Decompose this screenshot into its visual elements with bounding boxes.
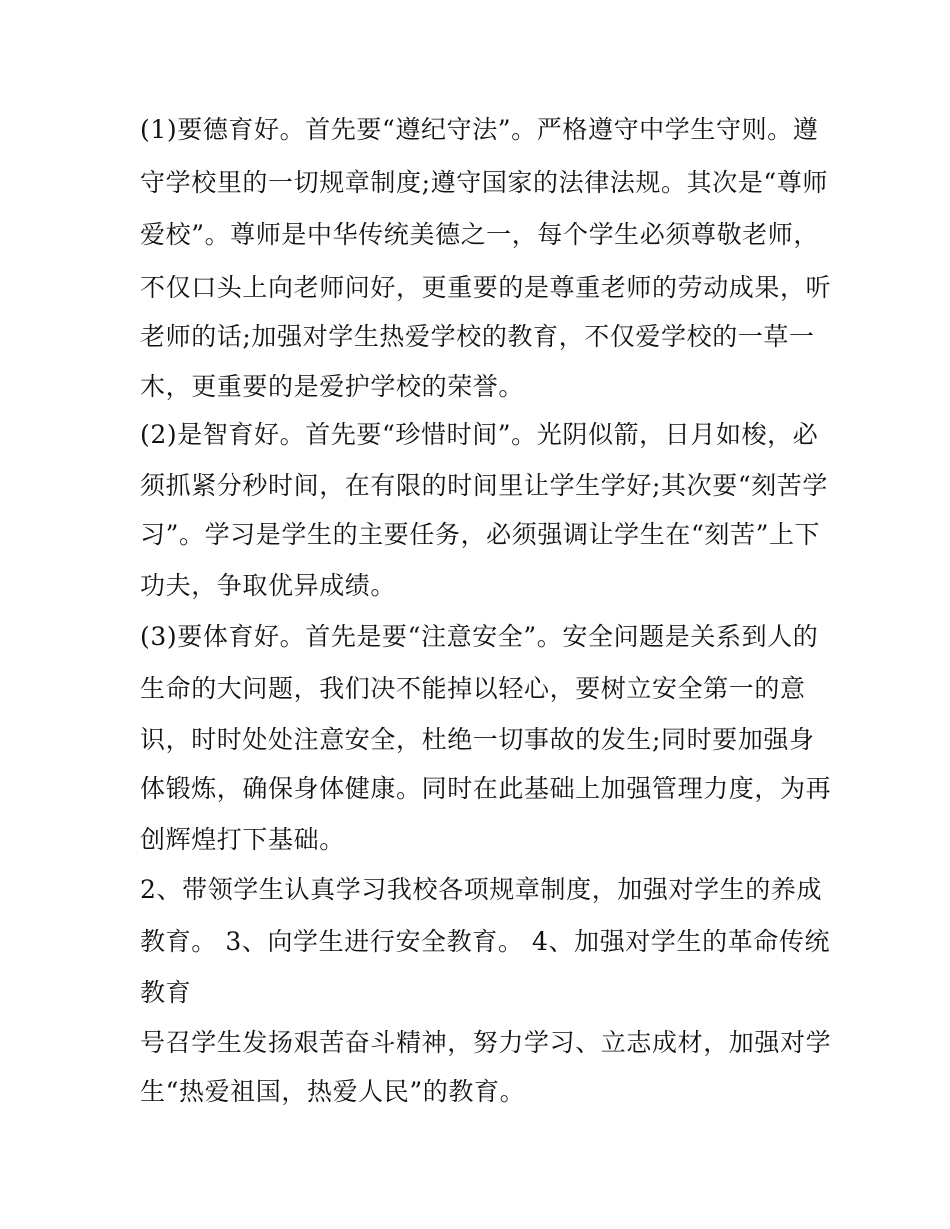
text-line: (2)是智育好。首先要“珍惜时间”。光阴似箭，日月如梭，必: [140, 420, 819, 449]
text-line: 功夫，争取优异成绩。: [140, 571, 397, 600]
text-line: 2、带领学生认真学习我校各项规章制度，加强对学生的养成: [140, 875, 823, 904]
text-line: 体锻炼，确保身体健康。同时在此基础上加强管理力度，为再: [140, 774, 832, 803]
text-line: 生“热爱祖国，热爱人民”的教育。: [140, 1077, 526, 1106]
text-line: 教育。 3、向学生进行安全教育。 4、加强对学生的革命传统: [140, 927, 831, 956]
text-line: 老师的话;加强对学生热爱学校的教育，不仅爱学校的一草一: [140, 322, 815, 351]
text-line: 号召学生发扬艰苦奋斗精神，努力学习、立志成材，加强对学: [140, 1028, 832, 1057]
text-line: 识，时时处处注意安全，杜绝一切事故的发生;同时要加强身: [140, 725, 815, 754]
text-line: (3)要体育好。首先是要“注意安全”。安全问题是关系到人的: [140, 622, 819, 651]
text-line: 习”。学习是学生的主要任务，必须强调让学生在“刻苦”上下: [140, 520, 821, 549]
text-line: 创辉煌打下基础。: [140, 825, 345, 854]
text-line: 须抓紧分秒时间，在有限的时间里让学生学好;其次要“刻苦学: [140, 471, 829, 500]
text-line: 守学校里的一切规章制度;遵守国家的法律法规。其次是“尊师: [140, 168, 829, 197]
text-line: 生命的大问题，我们决不能掉以轻心，要树立安全第一的意: [140, 674, 806, 703]
text-line: 不仅口头上向老师问好，更重要的是尊重老师的劳动成果，听: [140, 273, 832, 302]
text-line: 教育: [140, 978, 192, 1007]
text-line: 爱校”。尊师是中华传统美德之一，每个学生必须尊敬老师，: [140, 220, 819, 249]
text-line: (1)要德育好。首先要“遵纪守法”。严格遵守中学生守则。遵: [140, 115, 819, 144]
text-line: 木，更重要的是爱护学校的荣誉。: [140, 372, 525, 401]
